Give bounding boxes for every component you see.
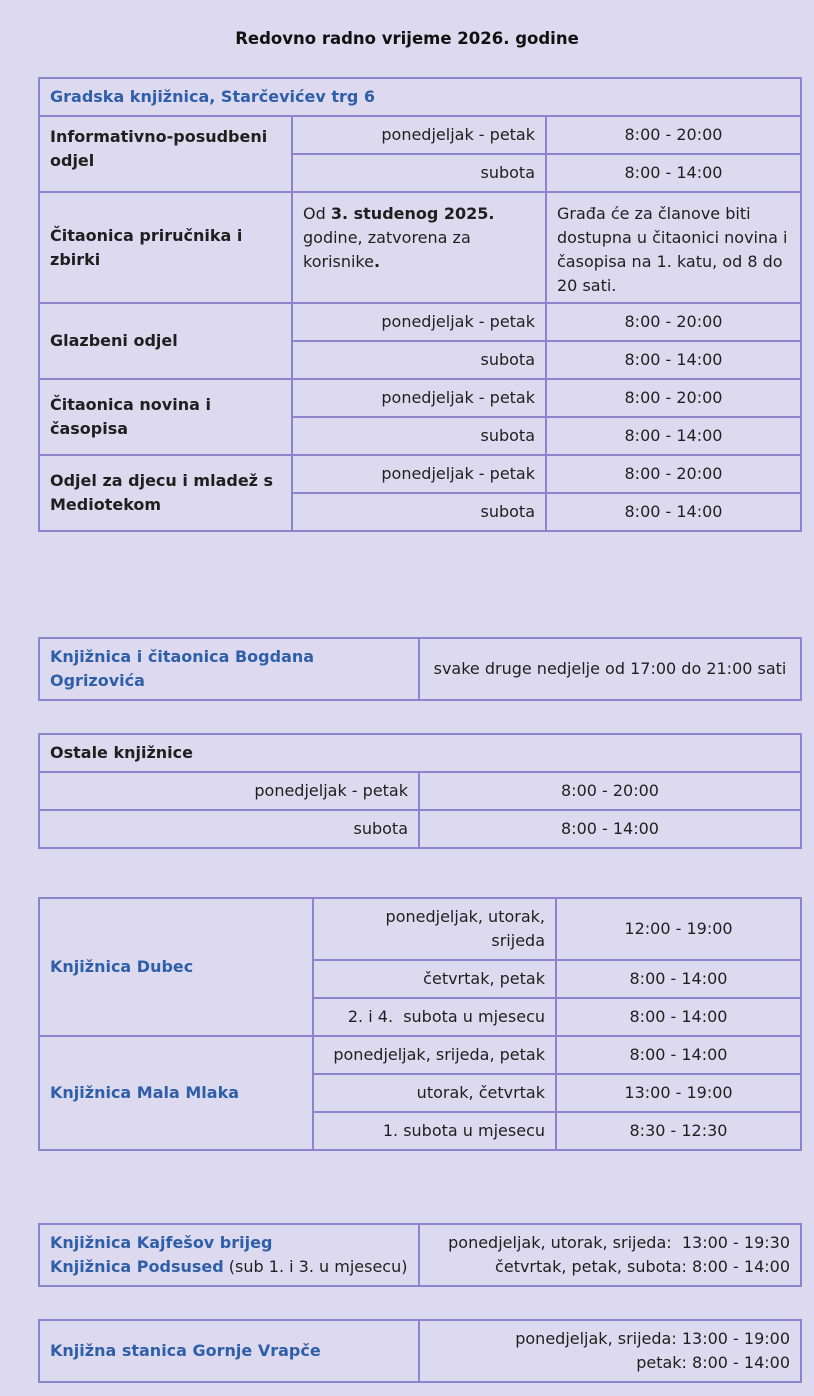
djecji-odjel-name: Odjel za djecu i mladež s Mediotekom	[39, 455, 292, 531]
ogrizovic-hours: svake druge nedjelje od 17:00 do 21:00 sati	[419, 638, 801, 700]
glazbeni-days: ponedjeljak - petak	[292, 303, 546, 341]
ostale-knjiznice-table	[38, 733, 802, 849]
ostale-days: ponedjeljak - petak	[39, 772, 419, 810]
citaonica-novina-hours: 8:00 - 14:00	[546, 417, 801, 455]
dubec-hours: 8:00 - 14:00	[556, 960, 801, 998]
mala-mlaka-days: 1. subota u mjesecu	[313, 1112, 556, 1150]
djecji-hours: 8:00 - 14:00	[546, 493, 801, 531]
dubec-hours: 8:00 - 14:00	[556, 998, 801, 1036]
informativni-days: ponedjeljak - petak	[292, 116, 546, 154]
mala-mlaka-link[interactable]: Knjižnica Mala Mlaka	[39, 1036, 313, 1150]
informativni-hours: 8:00 - 14:00	[546, 154, 801, 192]
page-title: Redovno radno vrijeme 2026. godine	[235, 29, 579, 48]
mala-mlaka-days: ponedjeljak, srijeda, petak	[313, 1036, 556, 1074]
vrapce-hours: ponedjeljak, srijeda: 13:00 - 19:00 petak: 8:00 - 14:00	[419, 1320, 801, 1382]
ostale-knjiznice-header: Ostale knjižnice	[39, 734, 801, 772]
mala-mlaka-hours: 13:00 - 19:00	[556, 1074, 801, 1112]
kajfesov-link[interactable]: Knjižnica Kajfešov brijeg	[50, 1233, 273, 1252]
citaonica-novina-days: ponedjeljak - petak	[292, 379, 546, 417]
dubec-days: ponedjeljak, utorak, srijeda	[313, 898, 556, 960]
ostale-hours: 8:00 - 14:00	[419, 810, 801, 848]
ostale-days: subota	[39, 810, 419, 848]
gradska-knjiznica-link[interactable]: Gradska knjižnica, Starčevićev trg 6	[39, 78, 801, 116]
informativni-days: subota	[292, 154, 546, 192]
kajfesov-podsused-names	[39, 1224, 419, 1286]
djecji-days: ponedjeljak - petak	[292, 455, 546, 493]
informativni-odjel-name: Informativno-posudbeni odjel	[39, 116, 292, 192]
glazbeni-hours: 8:00 - 20:00	[546, 303, 801, 341]
podsused-note: (sub 1. i 3. u mjesecu)	[223, 1257, 408, 1276]
mala-mlaka-days: utorak, četvrtak	[313, 1074, 556, 1112]
vrapce-table	[38, 1319, 802, 1383]
informativni-hours: 8:00 - 20:00	[546, 116, 801, 154]
dubec-days: četvrtak, petak	[313, 960, 556, 998]
glazbeni-days: subota	[292, 341, 546, 379]
dubec-days: 2. i 4. subota u mjesecu	[313, 998, 556, 1036]
gradska-knjiznica-table	[38, 77, 802, 532]
kajfesov-hours: ponedjeljak, utorak, srijeda: 13:00 - 19:30 četvrtak, petak, subota: 8:00 - 14:00	[419, 1224, 801, 1286]
dubec-mala-mlaka-table	[38, 897, 802, 1151]
citaonica-novina-name: Čitaonica novina i časopisa	[39, 379, 292, 455]
ogrizovic-link[interactable]: Knjižnica i čitaonica Bogdana Ogrizovića	[39, 638, 419, 700]
citaonica-prirucnika-info: Građa će za članove biti dostupna u čitaonici novina i časopisa na 1. katu, od 8 do 20 sati.	[546, 192, 801, 303]
glazbeni-hours: 8:00 - 14:00	[546, 341, 801, 379]
mala-mlaka-hours: 8:00 - 14:00	[556, 1036, 801, 1074]
dubec-link[interactable]: Knjižnica Dubec	[39, 898, 313, 1036]
glazbeni-odjel-name: Glazbeni odjel	[39, 303, 292, 379]
djecji-hours: 8:00 - 20:00	[546, 455, 801, 493]
citaonica-novina-hours: 8:00 - 20:00	[546, 379, 801, 417]
kajfesov-podsused-table	[38, 1223, 802, 1287]
citaonica-prirucnika-note: Od 3. studenog 2025. godine, zatvorena za korisnike.	[292, 192, 546, 303]
mala-mlaka-hours: 8:30 - 12:30	[556, 1112, 801, 1150]
ostale-hours: 8:00 - 20:00	[419, 772, 801, 810]
djecji-days: subota	[292, 493, 546, 531]
podsused-link[interactable]: Knjižnica Podsused	[50, 1257, 224, 1276]
vrapce-link[interactable]: Knjižna stanica Gornje Vrapče	[39, 1320, 419, 1382]
citaonica-prirucnika-name: Čitaonica priručnika i zbirki	[39, 192, 292, 303]
ogrizovic-table	[38, 637, 802, 701]
dubec-hours: 12:00 - 19:00	[556, 898, 801, 960]
citaonica-novina-days: subota	[292, 417, 546, 455]
